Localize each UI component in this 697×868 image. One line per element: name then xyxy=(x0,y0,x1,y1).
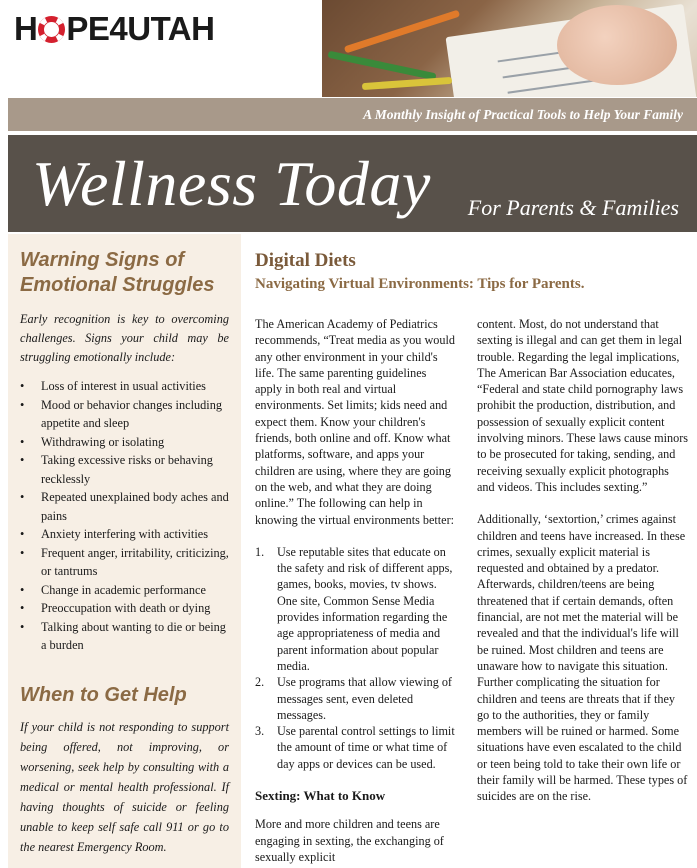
sexting-heading: Sexting: What to Know xyxy=(255,788,386,804)
article-subtitle: Navigating Virtual Environments: Tips for Parents. xyxy=(255,276,585,292)
logo-letters-pe: PE xyxy=(66,10,110,47)
list-item: • Mood or behavior changes including appetite and sleep xyxy=(20,396,229,433)
tagline-bar xyxy=(8,98,697,131)
list-item xyxy=(255,544,455,674)
article-paragraph: The American Academy of Pediatrics recommends, “Treat media as you would any other environment in your child's life. The same parenting guidelines apply in both real and virtual environments. Set limits; kids need and expect them. Know your children's friends, both online and off. Know what platforms, software, and apps your children are using, where they are going on the web, and what they are doing online.” The following can help in knowing the virtual environments better: xyxy=(255,317,455,527)
get-help-text: If your child is not responding to support being offered, not improving, or worsening, seek help by consulting with a medical or mental health professional. If having thoughts of suicide or feeling unable to keep self safe call 911 or go to the nearest Emergency Room. xyxy=(20,719,229,854)
masthead xyxy=(8,135,697,232)
pencil-icon xyxy=(327,51,436,81)
article-paragraph: Additionally, ‘sextortion,’ crimes against children and teens have increased. In these crimes, sexually explicit material is requested and obtained by a predator. Afterwards, children/teens are being threatened that if certain demands, often financial, are not met the material will be revealed and that the individual's life will be ruined. Most children and teens are unaware how to navigate this situation. Further complicating the situation for children and teens are threats that if they go to the authorities, they or family members will be ruined or harmed. Some situations have even escalated to the child or teen being told to take their own life or their family will be harmed. These types of suicides are on the rise. xyxy=(477,512,688,804)
logo-four: 4 xyxy=(109,10,128,47)
tagline: A Monthly Insight of Practical Tools to Help Your Family xyxy=(363,106,683,122)
list-number: 2. xyxy=(255,675,265,690)
newsletter-title: Wellness Today xyxy=(32,148,431,219)
article-paragraph: More and more children and teens are engaging in sexting, the exchanging of sexually explicit xyxy=(255,817,444,864)
list-item: • Loss of interest in usual activities xyxy=(20,377,229,396)
pencil-icon xyxy=(362,77,452,90)
list-item: • Frequent anger, irritability, criticizing, or tantrums xyxy=(20,544,229,581)
list-text: Use programs that allow viewing of messages sent, even deleted messages. xyxy=(277,675,452,722)
logo-letter-h: H xyxy=(14,10,38,47)
tips-list xyxy=(255,544,455,772)
list-item: • Talking about wanting to die or being a burden xyxy=(20,618,229,655)
article-paragraph: content. Most, do not understand that sexting is illegal and can get them in legal trouble. Regarding the legal implications, The American Bar Association educates, “Federal and state child pornography laws prohibit the production, distribution, and possession of sexually explicit content involving minors. These laws cause minors to be prosecuted for taking, sending, and receiving sexually explicit photographs and videos. This includes sexting.” xyxy=(477,317,688,494)
list-item: • Change in academic performance xyxy=(20,581,229,600)
life-ring-icon xyxy=(38,16,65,43)
list-number: 3. xyxy=(255,724,265,739)
pencil-icon xyxy=(344,10,460,54)
warning-signs-intro: Early recognition is key to overcoming challenges. Signs your child may be struggling emotionally include: xyxy=(20,312,229,364)
article-column-1 xyxy=(255,316,455,865)
list-item: • Preoccupation with death or dying xyxy=(20,599,229,618)
list-item: • Repeated unexplained body aches and pains xyxy=(20,488,229,525)
logo-letters-utah: UTAH xyxy=(127,10,215,47)
get-help-heading: When to Get Help xyxy=(20,683,187,706)
list-item: • Withdrawing or isolating xyxy=(20,433,229,452)
warning-signs-list xyxy=(20,377,229,655)
list-item: • Taking excessive risks or behaving recklessly xyxy=(20,451,229,488)
newsletter-subtitle: For Parents & Families xyxy=(467,195,679,220)
article-title: Digital Diets xyxy=(255,250,356,271)
article-column-2 xyxy=(477,316,689,805)
list-number: 1. xyxy=(255,544,265,559)
list-item xyxy=(255,723,455,772)
child-hand-image xyxy=(557,5,677,85)
list-item: • Anxiety interfering with activities xyxy=(20,525,229,544)
hope4utah-logo xyxy=(14,8,214,50)
list-text: Use reputable sites that educate on the safety and risk of different apps, games, books, movies, tv shows. One site, Common Sense Media provides information regarding the age appropriateness of media and parent information about popular media. xyxy=(277,544,453,673)
list-item xyxy=(255,674,455,723)
warning-signs-heading: Warning Signs of Emotional Struggles xyxy=(20,249,215,296)
sidebar xyxy=(8,234,241,868)
list-text: Use parental control settings to limit the amount of time or what time of day apps or devices can be used. xyxy=(277,724,455,771)
header-photo xyxy=(322,0,697,97)
